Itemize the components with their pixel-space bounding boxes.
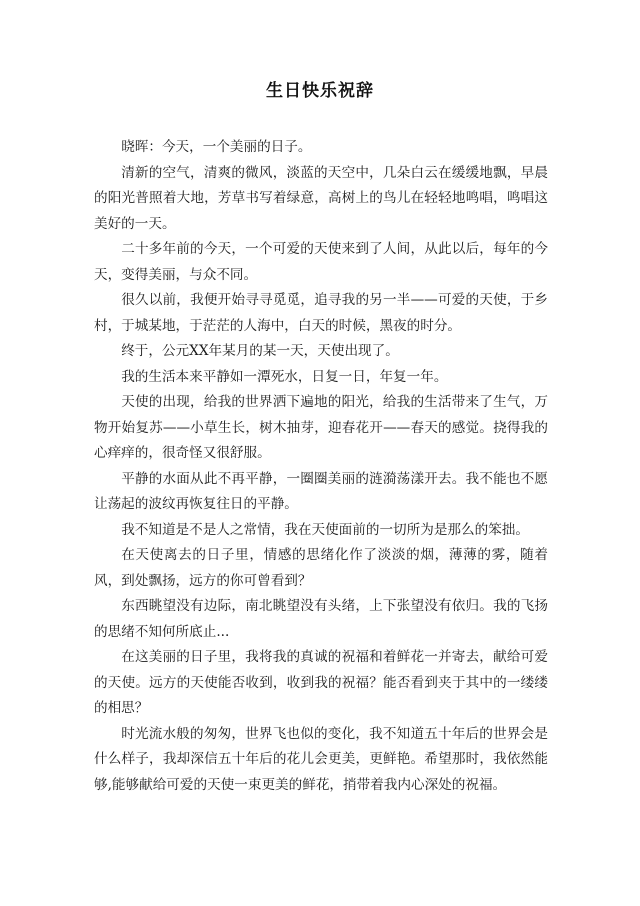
paragraph: 时光流水般的匆匆，世界飞也似的变化，我不知道五十年后的世界会是什么样子，我却深信五十年后的花儿会更美，更鲜艳。希望那时，我依然能够,能够献给可爱的天使一束更美的鲜花，捎带着我内心深处的祝福。	[94, 725, 548, 793]
document-body	[94, 135, 548, 798]
paragraph: 我不知道是不是人之常情，我在天使面前的一切所为是那么的笨拙。	[121, 521, 529, 538]
paragraph: 东西眺望没有边际，南北眺望没有头绪，上下张望没有依归。我的飞扬的思绪不知何所底止...	[94, 598, 548, 640]
paragraph: 在这美丽的日子里，我将我的真诚的祝福和着鲜花一并寄去，献给可爱的天使。远方的天使能否收到，收到我的祝福？能否看到夹于其中的一缕缕的相思？	[94, 649, 548, 716]
paragraph: 二十多年前的今天，一个可爱的天使来到了人间，从此以后，每年的今天，变得美丽，与众不同。	[94, 241, 548, 283]
document-title: 生日快乐祝辞	[266, 81, 374, 101]
paragraph: 我的生活本来平静如一潭死水，日复一日，年复一年。	[121, 368, 448, 385]
paragraph: 终于，公元XX年某月的某一天，天使出现了。	[121, 343, 399, 359]
paragraph: 在天使离去的日子里，情感的思绪化作了淡淡的烟，薄薄的雾，随着风，到处飘扬，远方的你可曾看到？	[94, 547, 548, 589]
paragraph: 天使的出现，给我的世界洒下遍地的阳光，给我的生活带来了生气，万物开始复苏——小草生长，树木抽芽，迎春花开——春天的感觉。挠得我的心痒痒的，很奇怪又很舒服。	[94, 394, 548, 461]
paragraph: 清新的空气，清爽的微风，淡蓝的天空中，几朵白云在缓缓地飘，早晨的阳光普照着大地，芳草书写着绿意，高树上的鸟儿在轻轻地鸣唱，鸣唱这美好的一天。	[94, 164, 548, 232]
paragraph-greeting: 晓晖：今天，一个美丽的日子。	[121, 139, 312, 155]
paragraph: 很久以前，我便开始寻寻觅觅，追寻我的另一半——可爱的天使，于乡村，于城某地，于茫茫的人海中，白天的时候，黑夜的时分。	[94, 292, 548, 334]
paragraph: 平静的水面从此不再平静，一圈圈美丽的涟漪荡漾开去。我不能也不愿让荡起的波纹再恢复往日的平静。	[94, 470, 548, 512]
